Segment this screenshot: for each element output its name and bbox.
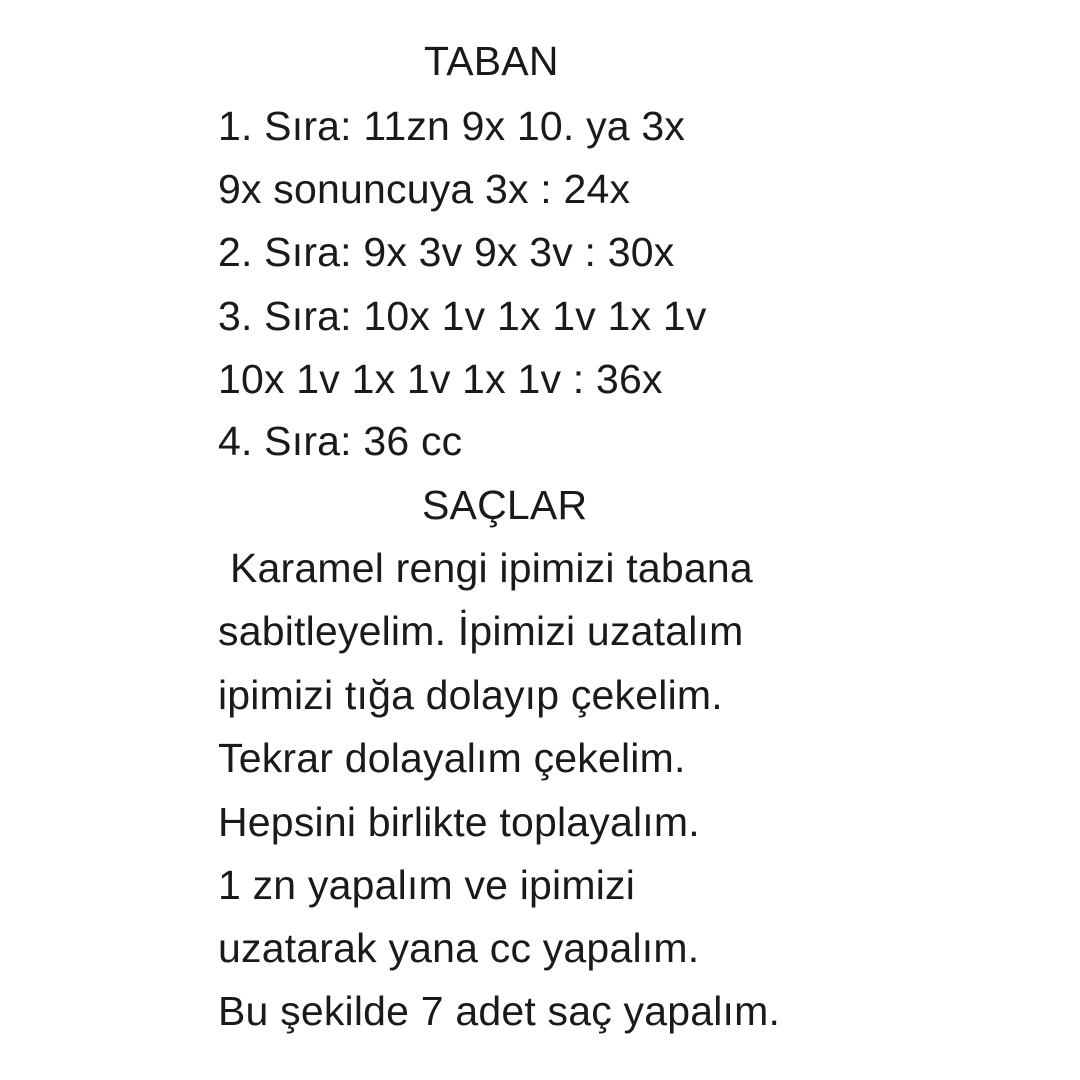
taban-line-1: 1. Sıra: 11zn 9x 10. ya 3x — [218, 103, 686, 149]
saclar-heading: SAÇLAR — [422, 482, 588, 528]
taban-line-2: 9x sonuncuya 3x : 24x — [218, 166, 631, 212]
saclar-line-2: sabitleyelim. İpimizi uzatalım — [218, 608, 744, 654]
taban-line-3: 2. Sıra: 9x 3v 9x 3v : 30x — [218, 229, 675, 275]
saclar-line-1: Karamel rengi ipimizi tabana — [230, 545, 753, 591]
taban-heading: TABAN — [424, 38, 559, 84]
saclar-line-5: Hepsini birlikte toplayalım. — [218, 799, 700, 845]
saclar-line-4: Tekrar dolayalım çekelim. — [218, 735, 686, 781]
saclar-line-3: ipimizi tığa dolayıp çekelim. — [218, 672, 723, 718]
saclar-line-8: Bu şekilde 7 adet saç yapalım. — [218, 988, 781, 1034]
taban-line-4: 3. Sıra: 10x 1v 1x 1v 1x 1v — [218, 293, 707, 339]
saclar-line-7: uzatarak yana cc yapalım. — [218, 925, 700, 971]
saclar-line-6: 1 zn yapalım ve ipimizi — [218, 862, 636, 908]
taban-line-5: 10x 1v 1x 1v 1x 1v : 36x — [218, 356, 663, 402]
taban-line-6: 4. Sıra: 36 cc — [218, 418, 463, 464]
